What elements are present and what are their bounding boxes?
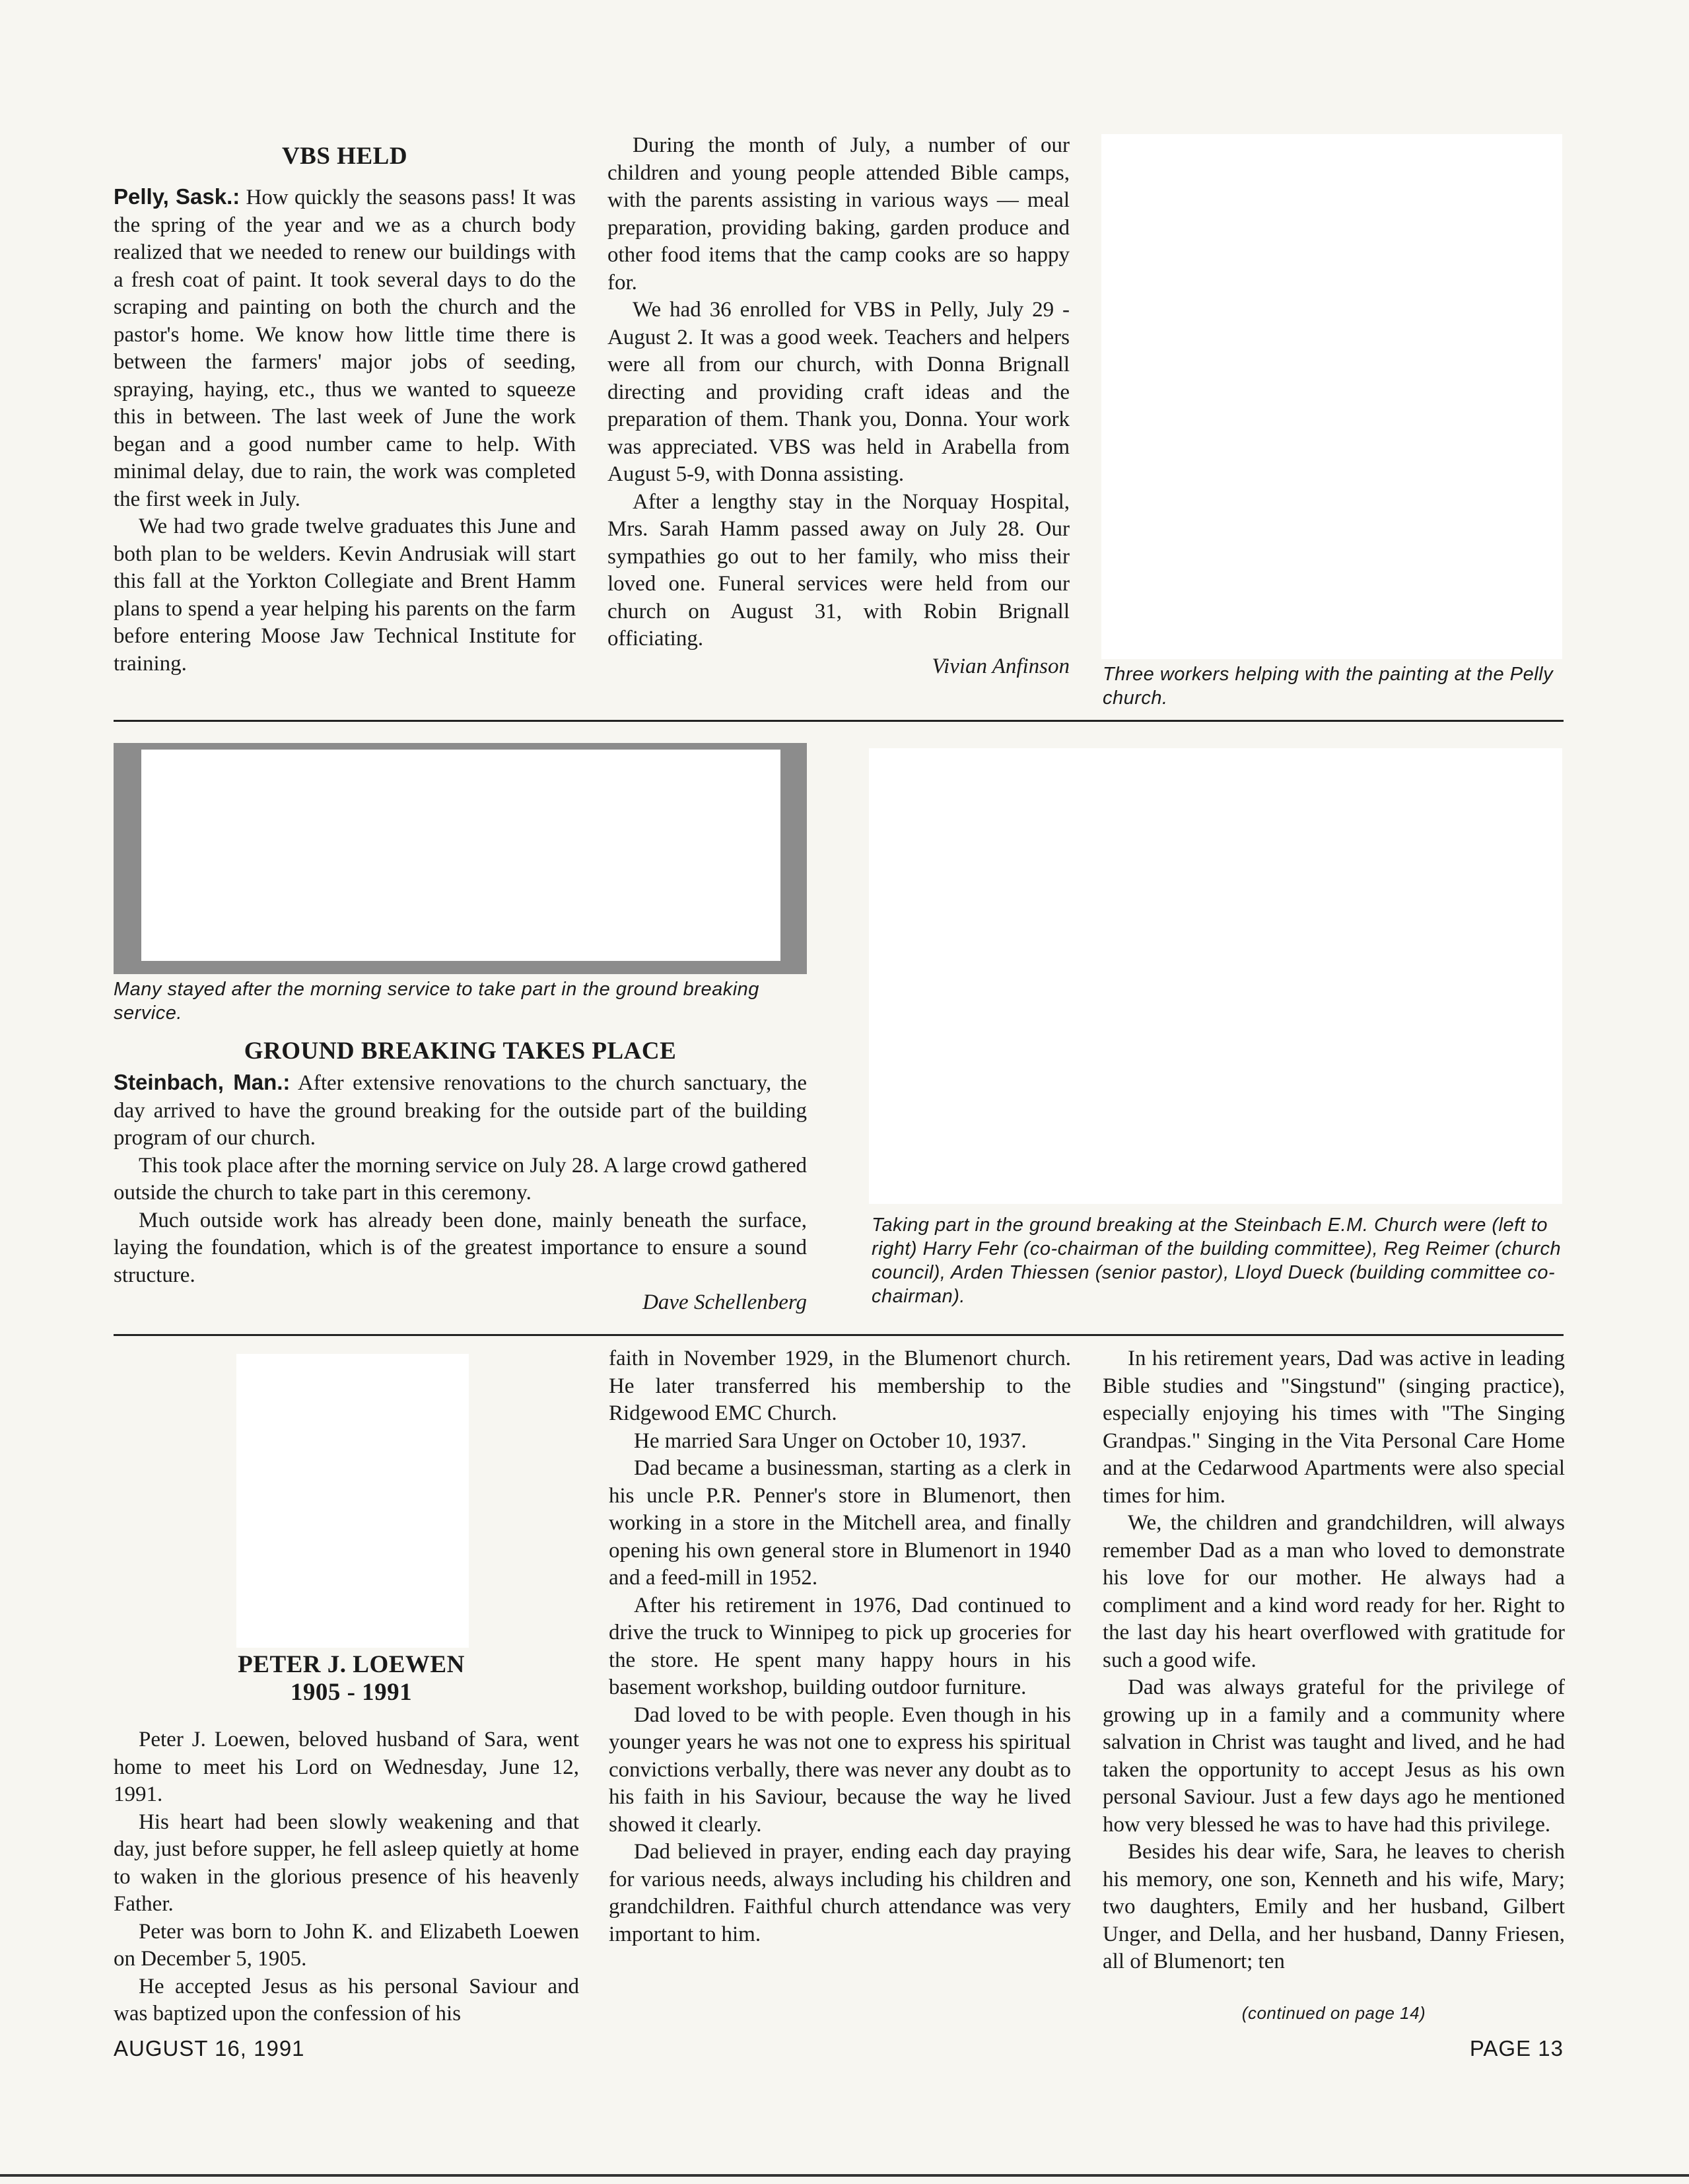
ground-paragraph-1 xyxy=(114,1069,807,1152)
ground-p1-text: After extensive renovations to the church sanctuary, the day arrived to have the ground breaking for the outside part of the building program of our church. xyxy=(114,1071,808,1150)
obit-paragraph-11: In his retirement years, Dad was active in leading Bible studies and "Singstund" (singing practice), especially enjoying his times with "The Singing Grandpas." Singing in the Vita Personal Care Home and at the Cedarwood Apartments were also special times for him. xyxy=(1103,1347,1565,1508)
page-number: PAGE 13 xyxy=(1469,2036,1564,2061)
ground-breaking-body xyxy=(114,1069,807,1317)
vbs-paragraph-5: After a lengthy stay in the Norquay Hospital, Mrs. Sarah Hamm passed away on July 28. Our sympathies go out to her family, who miss their loved one. Funeral services were held from our church on August 31, with Robin Brignall officiating. xyxy=(607,489,1070,651)
issue-date: AUGUST 16, 1991 xyxy=(114,2036,305,2061)
ground-dateline: Steinbach, Man.: xyxy=(114,1070,291,1094)
vbs-title: VBS HELD xyxy=(281,143,408,170)
page-bottom-edge xyxy=(0,2174,1689,2177)
obituary-name: PETER J. LOEWEN xyxy=(238,1651,465,1678)
ground-signature: Dave Schellenberg xyxy=(642,1290,807,1314)
obit-paragraph-9: Dad loved to be with people. Even though in his younger years he was not one to express his spiritual convictions verbally, there was never any doubt as to his faith in his Saviour, because the way he lived showed it clearly. xyxy=(609,1703,1071,1837)
obit-paragraph-3: Peter was born to John K. and Elizabeth Loewen on December 5, 1905. xyxy=(114,1919,579,1971)
vbs-paragraph-4: We had 36 enrolled for VBS in Pelly, July 29 - August 2. It was a good week. Teachers and helpers were all from our church, with Donna Brignall directing and providing craft ideas and the preparation of them. Thank you, Donna. Your work was appreciated. VBS was held in Arabella from August 5-9, with Donna assisting. xyxy=(607,298,1070,486)
crowd-photo-caption: Many stayed after the morning service to take part in the ground breaking service. xyxy=(114,979,759,1024)
vbs-signature: Vivian Anfinson xyxy=(932,654,1070,678)
section-divider-1 xyxy=(114,720,1564,722)
obit-paragraph-10: Dad believed in prayer, ending each day praying for various needs, always including his children and grandchildren. Faithful church attendance was very important to him. xyxy=(609,1840,1071,1946)
continued-note: (continued on page 14) xyxy=(1241,2003,1426,2023)
vbs-column-1 xyxy=(114,183,576,678)
crowd-photo-frame xyxy=(114,743,807,974)
ground-paragraph-3: Much outside work has already been done, mainly beneath the surface, laying the foundation, which is of the greatest importance to ensure a sound structure. xyxy=(114,1208,807,1287)
obit-paragraph-6: He married Sara Unger on October 10, 1937. xyxy=(634,1428,1027,1453)
obit-paragraph-8: After his retirement in 1976, Dad continued to drive the truck to Winnipeg to pick up groceries for the store. He spent many happy hours in his basement workshop, building outdoor furniture. xyxy=(609,1593,1071,1699)
obit-paragraph-1: Peter J. Loewen, beloved husband of Sara, went home to meet his Lord on Wednesday, June 12, 1991. xyxy=(114,1728,579,1806)
obit-paragraph-5: faith in November 1929, in the Blumenort church. He later transferred his membership to the Ridgewood EMC Church. xyxy=(609,1347,1071,1425)
obit-paragraph-4: He accepted Jesus as his personal Saviour and was baptized upon the confession of his xyxy=(114,1974,579,2025)
obituary-column-1 xyxy=(114,1726,579,2028)
vbs-column-2 xyxy=(607,132,1070,680)
vbs-paragraph-1 xyxy=(114,183,576,513)
portrait-photo xyxy=(236,1354,469,1648)
obit-paragraph-14: Besides his dear wife, Sara, he leaves to cherish his memory, one son, Kenneth and his wife, Mary; two daughters, Emily and her husband, Gilbert Unger, and Della, and her husband, Danny Friesen, all of Blumenort; ten xyxy=(1103,1840,1565,1973)
pelly-workers-photo xyxy=(1101,134,1562,659)
ground-paragraph-2: This took place after the morning service on July 28. A large crowd gathered outside the church to take part in this ceremony. xyxy=(114,1153,807,1205)
obituary-column-2 xyxy=(609,1345,1071,1948)
obit-paragraph-7: Dad became a businessman, starting as a clerk in his uncle P.R. Penner's store in Blumenort, then working in a store in the Mitchell area, and finally opening his own general store in Blumenort in 1940 and a feed-mill in 1952. xyxy=(609,1456,1071,1590)
ground-breaking-title: GROUND BREAKING TAKES PLACE xyxy=(244,1038,677,1065)
vbs-dateline: Pelly, Sask.: xyxy=(114,184,240,209)
section-divider-2 xyxy=(114,1334,1564,1336)
obituary-column-3 xyxy=(1103,1345,1565,1976)
obit-paragraph-13: Dad was always grateful for the privilege of growing up in a family and a community where salvation in Christ was taught and lived, and he had taken the opportunity to accept Jesus as his own personal Saviour. Just a few days ago he mentioned how very blessed he was to have had this privilege. xyxy=(1103,1675,1565,1837)
vbs-paragraph-3: During the month of July, a number of our children and young people attended Bible camps, with the parents assisting in various ways — meal preparation, providing baking, garden produce and other food items that the camp cooks are so happy for. xyxy=(607,133,1070,295)
pelly-photo-caption: Three workers helping with the painting at the Pelly church. xyxy=(1103,664,1554,709)
obit-paragraph-12: We, the children and grandchildren, will always remember Dad as a man who loved to demonstrate his love for our mother. He always had a compliment and a kind word ready for her. Right to the last day his heart overflowed with gratitude for such a good wife. xyxy=(1103,1511,1565,1672)
vbs-paragraph-2: We had two grade twelve graduates this June and both plan to be welders. Kevin Andrusiak will start this fall at the Yorkton Collegiate and Brent Hamm plans to spend a year helping his parents on the farm before entering Moose Jaw Technical Institute for training. xyxy=(114,514,576,676)
obit-paragraph-2: His heart had been slowly weakening and that day, just before supper, he fell asleep quietly at home to waken in the glorious presence of his heavenly Father. xyxy=(114,1810,579,1916)
crowd-photo xyxy=(141,750,780,961)
obituary-heading xyxy=(114,1651,589,1707)
steinbach-photo-caption: Taking part in the ground breaking at the Steinbach E.M. Church were (left to right) Harry Fehr (co-chairman of the building committee), Reg Reimer (church council), Arden Thiessen (senior pastor), Lloyd Dueck (building committee co-chairman). xyxy=(872,1215,1562,1307)
steinbach-ceremony-photo xyxy=(869,748,1562,1204)
vbs-p1-text: How quickly the seasons pass! It was the spring of the year and we as a church body realized that we needed to renew our buildings with a fresh coat of paint. It took several days to do the scraping and painting on both the church and the pastor's home. We know how little time there is between the farmers' major jobs of seeding, spraying, haying, etc., thus we wanted to squeeze this in between. The last week of June the work began and a good number came to help. With minimal delay, due to rain, the work was completed the first week in July. xyxy=(114,186,576,511)
obituary-years: 1905 - 1991 xyxy=(290,1679,413,1706)
